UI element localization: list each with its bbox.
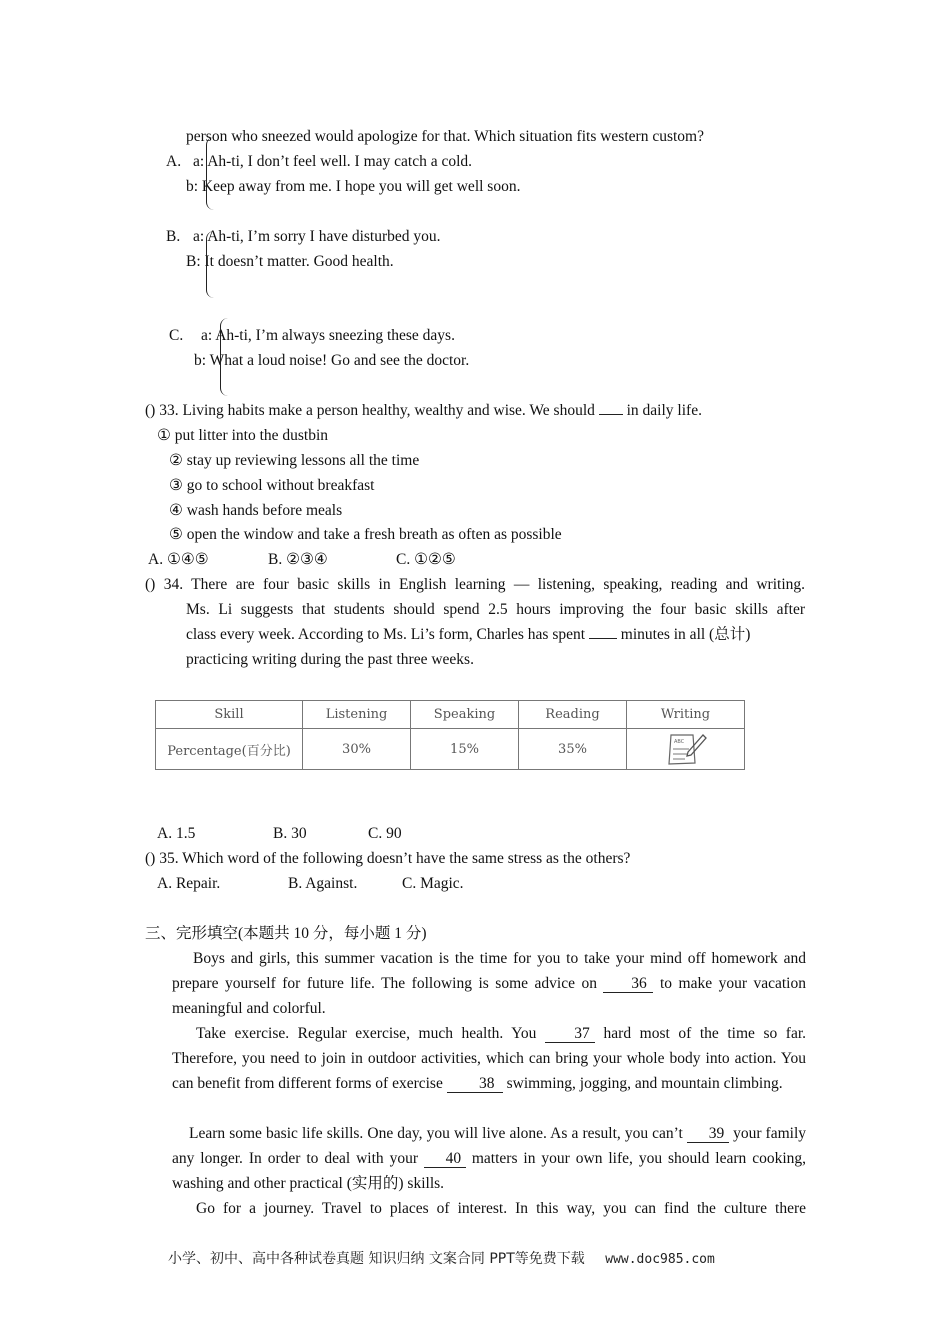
q32-option-a-line-a: a: Ah-ti, I don’t feel well. I may catch a cold. [193, 153, 473, 170]
table-row-label: Percentage(百分比) [156, 729, 303, 770]
q33-blank [599, 414, 623, 415]
blank-39: 39 [687, 1126, 729, 1143]
q33-choice-a: A. ①④⑤ [148, 551, 209, 568]
cloze-p2-part-c: swimming, jogging, and mountain climbing. [506, 1075, 783, 1092]
table-header-speaking: Speaking [411, 701, 519, 729]
q35-choice-a: A. Repair. [157, 875, 221, 892]
skills-table-value-row [156, 729, 745, 770]
cloze-p2-part-a: Take exercise. Regular exercise, much health. You [196, 1025, 537, 1042]
q34-choice-a: A. 1.5 [157, 825, 196, 842]
table-header-reading: Reading [519, 701, 627, 729]
q34-line-3-post: minutes in all (总计) [620, 626, 751, 643]
q34-line-1: () 34. There are four basic skills in English learning — listening, speaking, reading and writing. [145, 576, 805, 593]
q34-blank [589, 638, 617, 639]
blank-36: 36 [603, 976, 653, 993]
q34-line-4: practicing writing during the past three weeks. [186, 651, 474, 668]
cloze-paragraph-3 [172, 1121, 806, 1196]
cloze-p3-part-c: matters in your own life, you should learn cooking, washing and other practical (实用的) skills. [172, 1150, 807, 1192]
q32-option-c-brace [220, 318, 231, 396]
q32-option-c-line-b: b: What a loud noise! Go and see the doctor. [194, 352, 470, 369]
section3-heading: 三、完形填空(本题共 10 分，每小题 1 分) [145, 925, 427, 942]
q35-stem: () 35. Which word of the following doesn’t have the same stress as the others? [145, 850, 631, 867]
blank-40: 40 [424, 1151, 466, 1168]
q32-option-b-line-a: a: Ah-ti, I’m sorry I have disturbed you. [193, 228, 441, 245]
q34-line-3 [186, 625, 750, 645]
q33-choice-c: C. ①②⑤ [396, 551, 456, 568]
abc-paper-pencil-icon [663, 731, 709, 767]
q35-choice-b: B. Against. [288, 875, 358, 892]
q32-option-c-line-a: a: Ah-ti, I’m always sneezing these days. [201, 327, 455, 344]
skills-table-header-row [156, 701, 745, 729]
q34-choice-b: B. 30 [273, 825, 307, 842]
q34-line-2: Ms. Li suggests that students should spend 2.5 hours improving the four basic skills after [186, 601, 805, 618]
skills-table [155, 700, 745, 770]
cloze-p3-part-a: Learn some basic life skills. One day, you will live alone. As a result, you can’t [189, 1125, 683, 1142]
cloze-paragraph-1 [172, 946, 806, 1021]
table-value-writing [627, 729, 745, 770]
q32-option-b-brace [206, 231, 217, 298]
q33-stem [145, 401, 702, 421]
q33-item-5: ⑤ open the window and take a fresh breath as often as possible [169, 526, 562, 543]
q32-option-a-brace [206, 137, 217, 210]
cloze-p2-part-b: hard most of the time so far. Therefore, you need to join in outdoor activities, which can bring your whole body into action. You can benefit from different forms of exercise [172, 1025, 807, 1092]
footer-text: 小学、初中、高中各种试卷真题 知识归纳 文案合同 PPT等免费下载 [168, 1251, 585, 1267]
cloze-p1-part-a: Boys and girls, this summer vacation is the time for you to take your mind off homework and prepare yourself for future life. The following is some advice on [172, 950, 806, 992]
table-header-skill: Skill [156, 701, 303, 729]
q33-stem-pre: () 33. Living habits make a person healthy, wealthy and wise. We should [145, 402, 595, 419]
q32-option-a-line-b: b: Keep away from me. I hope you will get well soon. [186, 178, 521, 195]
q32-option-a-label: A. [166, 153, 182, 170]
footer-url[interactable]: www.doc985.com [605, 1252, 715, 1267]
svg-text:ABC: ABC [673, 739, 684, 745]
q33-choice-b: B. ②③④ [268, 551, 328, 568]
q33-item-4: ④ wash hands before meals [169, 502, 343, 519]
q35-choice-c: C. Magic. [402, 875, 464, 892]
table-value-listening: 30% [303, 729, 411, 770]
q33-stem-post: in daily life. [626, 402, 702, 419]
q32-stem-tail: person who sneezed would apologize for that. Which situation fits western custom? [186, 128, 704, 145]
q33-item-1: ① put litter into the dustbin [157, 427, 329, 444]
cloze-paragraph-2 [172, 1021, 806, 1096]
cloze-p1-part-b: to make your vacation meaningful and colorful. [172, 975, 806, 1017]
q33-item-2: ② stay up reviewing lessons all the time [169, 452, 420, 469]
table-value-speaking: 15% [411, 729, 519, 770]
q34-choice-c: C. 90 [368, 825, 402, 842]
q32-option-c-label: C. [169, 327, 184, 344]
q32-option-b-line-b: B: It doesn’t matter. Good health. [186, 253, 394, 270]
cloze-paragraph-4: Go for a journey. Travel to places of interest. In this way, you can find the culture there [196, 1200, 806, 1217]
table-header-writing: Writing [627, 701, 745, 729]
table-header-listening: Listening [303, 701, 411, 729]
q34-line-3-pre: class every week. According to Ms. Li’s form, Charles has spent [186, 626, 586, 643]
cloze-p3-part-b: your family any longer. In order to deal with your [172, 1125, 807, 1167]
table-value-reading: 35% [519, 729, 627, 770]
blank-38: 38 [447, 1076, 503, 1093]
q33-item-3: ③ go to school without breakfast [169, 477, 375, 494]
blank-37: 37 [545, 1026, 595, 1043]
q32-option-b-label: B. [166, 228, 181, 245]
page-footer [168, 1248, 715, 1268]
